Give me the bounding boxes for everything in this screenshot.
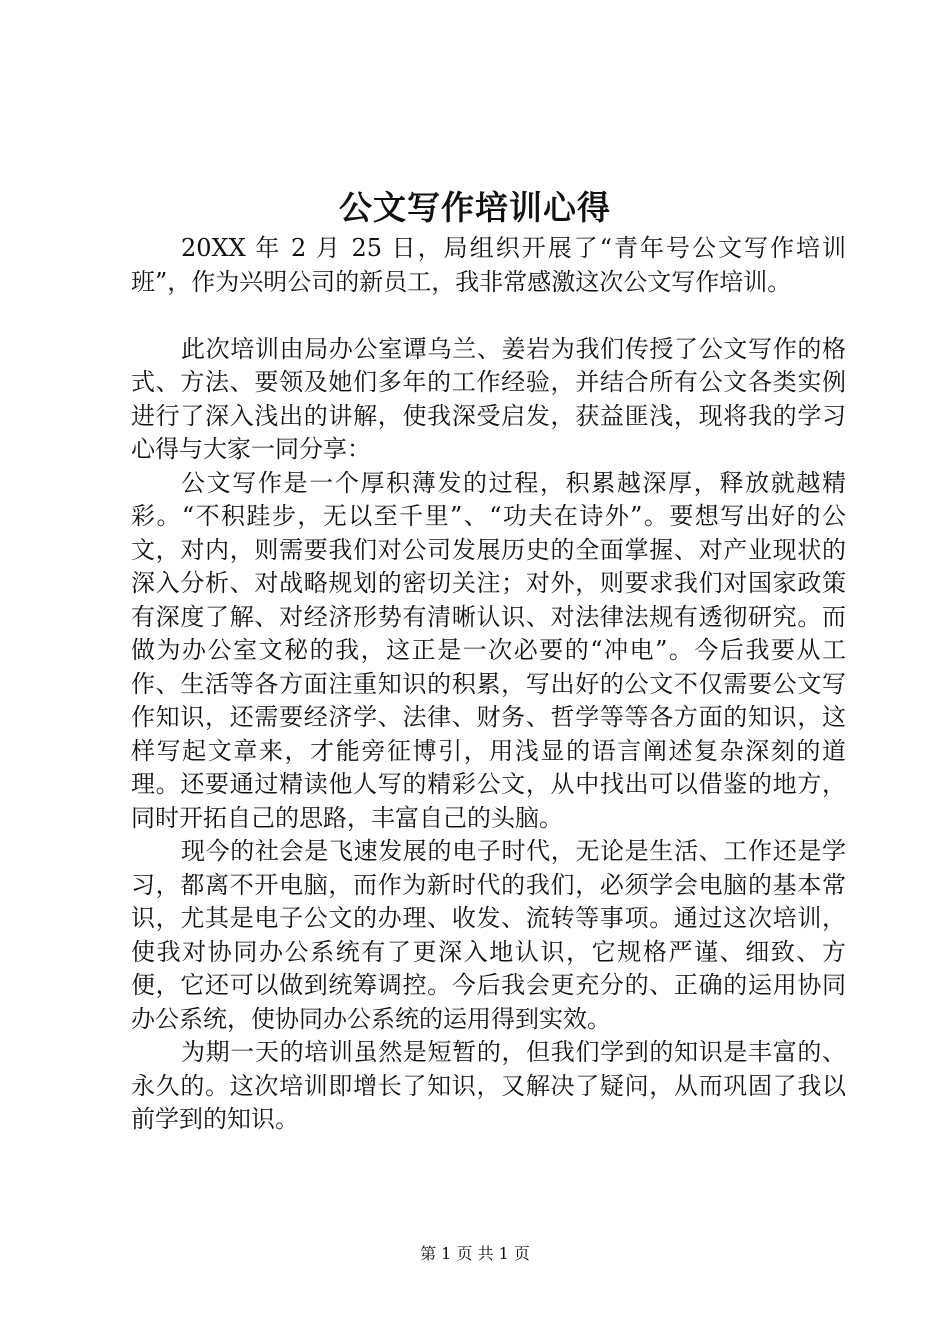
paragraph-knowledge-accumulation: 公文写作是一个厚积薄发的过程，积累越深厚，释放就越精彩。“不积跬步，无以至千里”、“功夫在诗外”。要想写出好的公文，对内，则需要我们对公司发展历史的全面掌握、对产业现状的深入分析、对战略规划的密切关注；对外，则要求我们对国家政策有深度了解、对经济形势有清晰认识、对法律法规有透彻研究。而做为办公室文秘的我，这正是一次必要的“冲电”。今后我要从工作、生活等各方面注重知识的积累，写出好的公文不仅需要公文写作知识，还需要经济学、法律、财务、哲学等等各方面的知识，这样写起文章来，才能旁征博引，用浅显的语言阐述复杂深刻的道理。还要通过精读他人写的精彩公文，从中找出可以借鉴的地方，同时开拓自己的思路，丰富自己的头脑。 [131, 468, 846, 832]
document-title: 公文写作培训心得 [339, 188, 611, 227]
document-body [131, 232, 846, 1137]
paragraph-training-overview: 此次培训由局办公室谭乌兰、姜岩为我们传授了公文写作的格式、方法、要领及她们多年的工作经验，并结合所有公文各类实例进行了深入浅出的讲解，使我深受启发，获益匪浅，现将我的学习心得与大家一同分享： [131, 334, 846, 463]
paragraph-conclusion: 为期一天的培训虽然是短暂的，但我们学到的知识是丰富的、永久的。这次培训即增长了知识，又解决了疑问，从而巩固了我以前学到的知识。 [131, 1038, 846, 1133]
paragraph-electronic-office: 现今的社会是飞速发展的电子时代，无论是生活、工作还是学习，都离不开电脑，而作为新时代的我们，必须学会电脑的基本常识，尤其是电子公文的办理、收发、流转等事项。通过这次培训，使我对协同办公系统有了更深入地认识，它规格严谨、细致、方便，它还可以做到统筹调控。今后我会更充分的、正确的运用协同办公系统，使协同办公系统的运用得到实效。 [131, 837, 846, 1033]
page-number-footer: 第 1 页 共 1 页 [420, 1244, 530, 1263]
paragraph-intro: 20XX 年 2 月 25 日，局组织开展了“青年号公文写作培训班”，作为兴明公司的新员工，我非常感激这次公文写作培训。 [131, 234, 846, 296]
